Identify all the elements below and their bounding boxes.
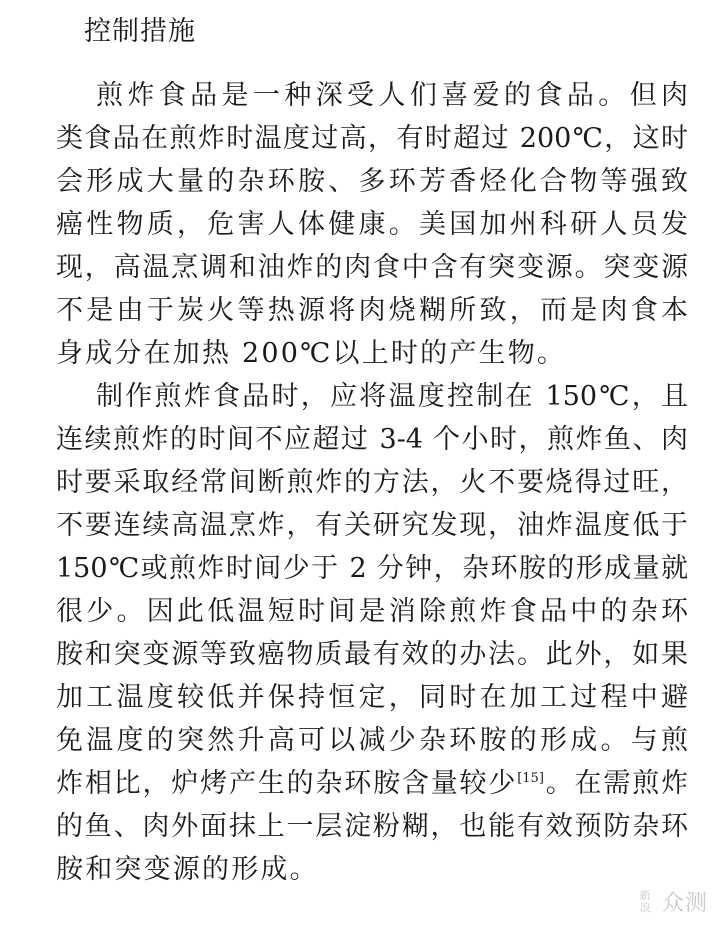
paragraph-line: 类食品在煎炸时温度过高，有时超过 200℃，这时: [56, 123, 688, 154]
paragraph-line: 胺和突变源等致癌物质最有效的办法。此外，如果: [56, 639, 688, 670]
watermark: [634, 886, 708, 917]
paragraph-line: 癌性物质，危害人体健康。美国加州科研人员发: [56, 209, 688, 240]
paragraph-text: 。在需煎炸: [543, 768, 689, 799]
section-heading: 控制措施: [84, 16, 196, 47]
paragraph-line: 连续煎炸的时间不应超过 3-4 个小时，煎炸鱼、肉: [56, 424, 688, 455]
paragraph-text: 炸相比，炉烤产生的杂环胺含量较少: [56, 768, 518, 799]
paragraph-line: 150℃或煎炸时间少于 2 分钟，杂环胺的形成量就: [56, 553, 688, 584]
watermark-logo-icon: [634, 890, 656, 914]
paragraph-line-with-citation: [56, 764, 688, 804]
paragraph-line: 时要采取经常间断煎炸的方法，火不要烧得过旺，: [56, 467, 688, 498]
paragraph-line: 煎炸食品是一种深受人们喜爱的食品。但肉: [96, 80, 688, 111]
watermark-logo-bottom: 浪: [639, 900, 651, 914]
paragraph-line: 很少。因此低温短时间是消除煎炸食品中的杂环: [56, 596, 688, 627]
watermark-text: 众测: [661, 891, 708, 916]
paragraph-line: 现，高温烹调和油炸的肉食中含有突变源。突变源: [56, 252, 688, 283]
paragraph-line: 制作煎炸食品时，应将温度控制在 150℃，且: [96, 381, 688, 412]
watermark-logo-top: 新: [639, 888, 651, 902]
paragraph-line: 的鱼、肉外面抹上一层淀粉糊，也能有效预防杂环: [56, 811, 688, 842]
paragraph-line: 胺和突变源的形成。: [56, 854, 319, 885]
paragraph-line: 不是由于炭火等热源将肉烧糊所致，而是肉食本: [56, 295, 688, 326]
paragraph-line: 不要连续高温烹炸，有关研究发现，油炸温度低于: [56, 510, 688, 541]
paragraph-line: 身成分在加热 200℃以上时的产生物。: [56, 338, 567, 369]
paragraph-line: 会形成大量的杂环胺、多环芳香烃化合物等强致: [56, 166, 688, 197]
paragraph-line: 加工温度较低并保持恒定，同时在加工过程中避: [56, 682, 688, 713]
citation-marker[interactable]: [15]: [517, 771, 544, 786]
paragraph-line: 免温度的突然升高可以减少杂环胺的形成。与煎: [56, 725, 688, 756]
